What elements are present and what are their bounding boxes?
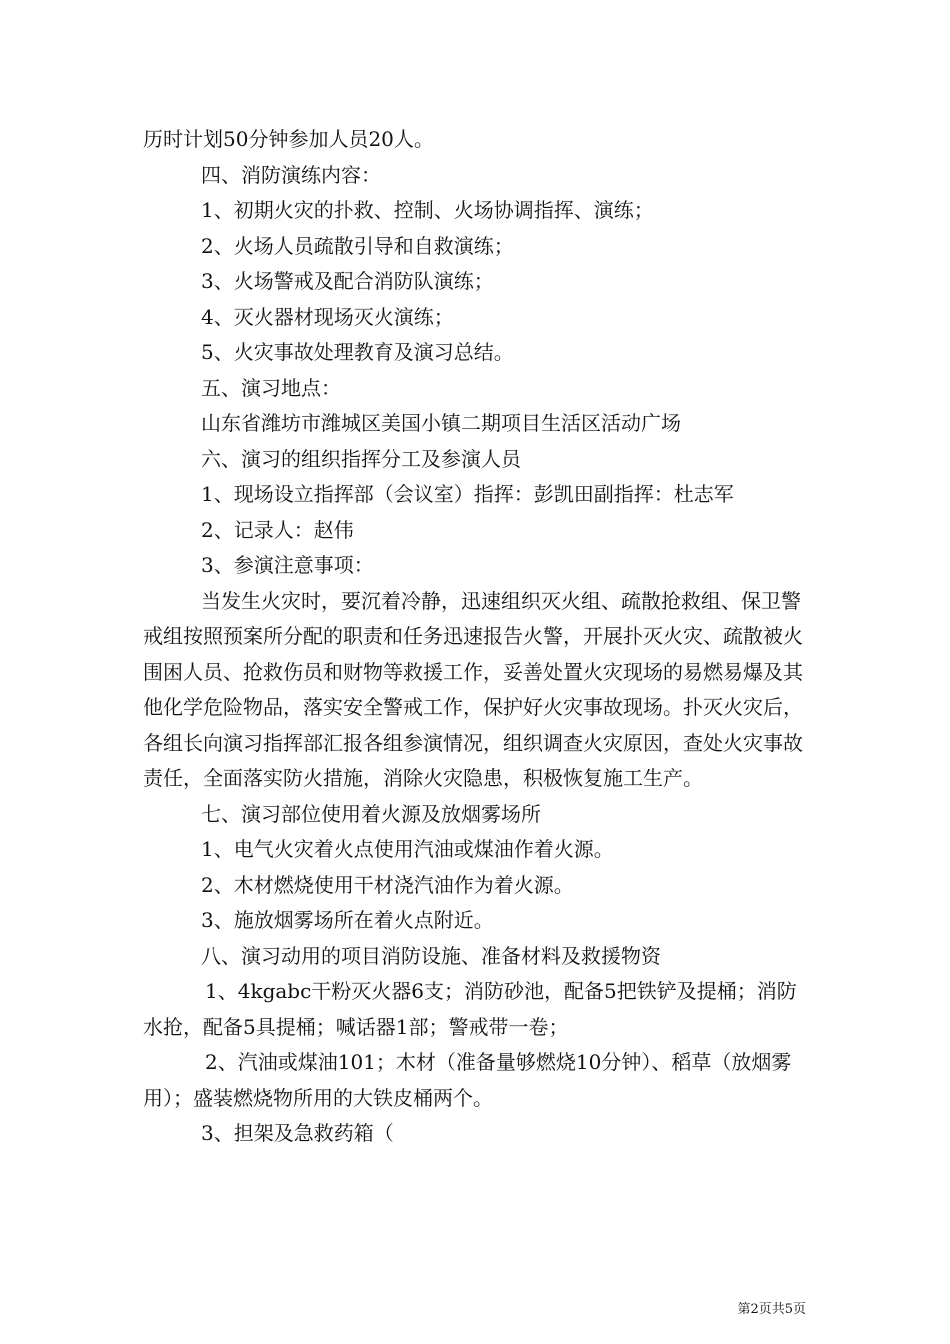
list-item: 1、电气火灾着火点使用汽油或煤油作着火源。	[201, 837, 614, 861]
page-number: 第2页共5页	[737, 1302, 806, 1317]
list-item: 2、汽油或煤油101；木材（准备量够燃烧10分钟）、稻草（放烟雾用）；盛装燃烧物所用的大铁皮桶两个。	[143, 1050, 792, 1110]
list-item: 4、灭火器材现场灭火演练；	[201, 304, 454, 329]
list-item: 1、4kgabc干粉灭火器6支；消防砂池，配备5把铁铲及提桶；消防水抢，配备5具提桶；喊话器1部；警戒带一卷；	[143, 979, 797, 1039]
list-item: 2、记录人：赵伟	[201, 517, 354, 542]
list-item: 3、施放烟雾场所在着火点附近。	[201, 908, 494, 932]
list-item: 5、火灾事故处理教育及演习总结。	[201, 340, 514, 364]
heading-drill-content: 四、消防演练内容：	[201, 162, 381, 187]
heading-fire-source: 七、演习部位使用着火源及放烟雾场所	[201, 801, 541, 826]
list-item: 2、木材燃烧使用干材浇汽油作为着火源。	[201, 872, 574, 897]
list-item: 1、现场设立指挥部（会议室）指挥：彭凯田副指挥：杜志军	[201, 482, 734, 506]
paragraph-location-address: 山东省潍坊市潍城区美国小镇二期项目生活区活动广场	[201, 411, 681, 435]
paragraph-duration: 历时计划50分钟参加人员20人。	[143, 127, 434, 151]
list-item: 3、参演注意事项：	[201, 553, 374, 577]
list-item: 2、火场人员疏散引导和自救演练；	[201, 233, 514, 258]
heading-drill-location: 五、演习地点：	[201, 375, 341, 400]
heading-organization: 六、演习的组织指挥分工及参演人员	[201, 446, 521, 471]
list-item: 3、火场警戒及配合消防队演练；	[201, 269, 494, 293]
list-item: 3、担架及急救药箱（	[201, 1121, 394, 1145]
document-body	[143, 122, 813, 1152]
heading-equipment: 八、演习动用的项目消防设施、准备材料及救援物资	[201, 943, 661, 968]
list-item: 1、初期火灾的扑救、控制、火场协调指挥、演练；	[201, 198, 654, 222]
paragraph-notice-body: 当发生火灾时，要沉着冷静，迅速组织灭火组、疏散抢救组、保卫警戒组按照预案所分配的职责和任务迅速报告火警，开展扑灭火灾、疏散被火围困人员、抢救伤员和财物等救援工作，妥善处置火灾现场的易燃易爆及其他化学危险物品，落实安全警戒工作，保护好火灾事故现场。扑灭火灾后，各组长向演习指挥部汇报各组参演情况，组织调查火灾原因，查处火灾事故责任，全面落实防火措施，消除火灾隐患，积极恢复施工生产。	[143, 588, 803, 790]
